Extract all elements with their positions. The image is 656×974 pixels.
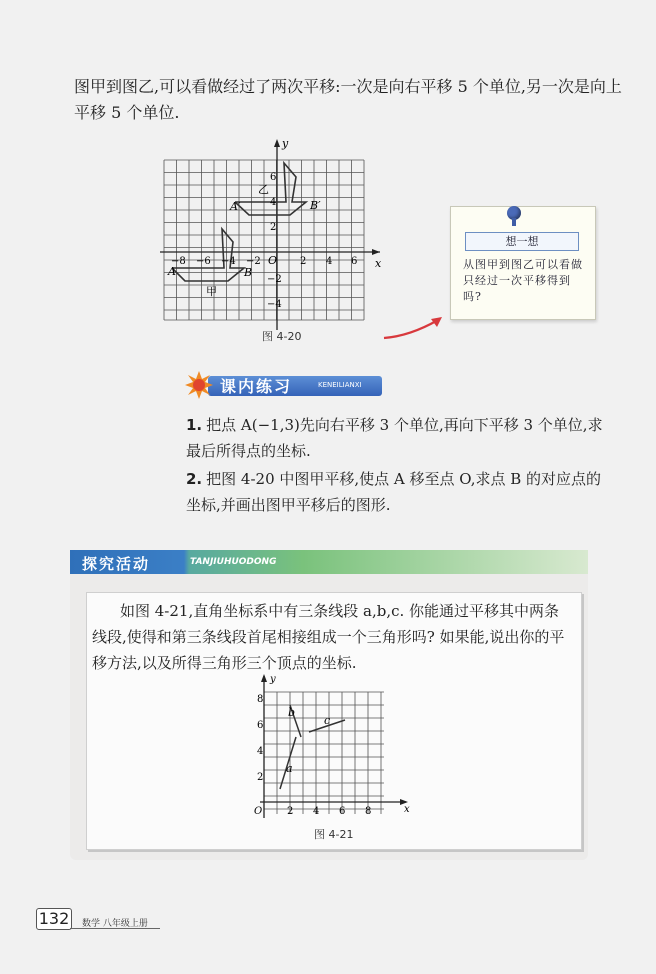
sun-icon xyxy=(184,370,214,400)
explore-subtitle: TANJIUHUODONG xyxy=(190,557,277,567)
x-tick: 2 xyxy=(300,256,307,267)
pin-stem xyxy=(512,218,516,226)
figure-4-21-caption: 图 4-21 xyxy=(314,828,354,841)
figure-4-20 xyxy=(160,135,390,335)
intro-paragraph: 图甲到图乙,可以看做经过了两次平移:一次是向右平移 5 个单位,另一次是向上平移 5 个单位. xyxy=(74,77,622,122)
origin-label: O xyxy=(268,254,278,267)
y-tick: 6 xyxy=(257,720,264,731)
exercise-text: 把图 4-20 中图甲平移,使点 A 移至点 O,求点 B 的对应点的坐标,并画出图甲平移后的图形. xyxy=(186,470,602,514)
think-note xyxy=(450,206,596,320)
y-axis-label: y xyxy=(270,674,276,685)
footer-book-title: 数学 八年级上册 xyxy=(82,919,148,929)
exercise-number: 2. xyxy=(186,470,203,488)
figure-4-20-caption: 图 4-20 xyxy=(262,330,302,343)
exercise-text: 把点 A(−1,3)先向右平移 3 个单位,再向下平移 3 个单位,求最后所得点的坐标. xyxy=(186,416,603,460)
explore-title: 探究活动 xyxy=(82,555,151,573)
point-b-label: B xyxy=(244,266,253,279)
segment-c-label: c xyxy=(324,714,331,727)
lesson-title: 课内练习 xyxy=(220,377,293,396)
x-tick: 4 xyxy=(326,256,333,267)
figure-4-21 xyxy=(244,672,414,822)
point-a-prime-label: A′ xyxy=(230,200,241,213)
arrow-icon xyxy=(380,310,450,344)
y-tick: 8 xyxy=(257,694,264,705)
x-tick: −6 xyxy=(196,256,211,267)
shape-jia-label: 甲 xyxy=(206,285,217,298)
x-tick: 8 xyxy=(365,806,372,817)
shape-yi-label: 乙 xyxy=(258,183,269,196)
exercise-number: 1. xyxy=(186,416,203,434)
x-tick: −2 xyxy=(246,256,261,267)
y-tick: 6 xyxy=(270,172,277,183)
explore-text: 如图 4-21,直角坐标系中有三条线段 a,b,c. 你能通过平移其中两条线段,使得和第三条线段首尾相接组成一个三角形吗? 如果能,说出你的平移方法,以及所得三角形三个顶点的坐标. xyxy=(92,602,565,672)
y-tick: 4 xyxy=(270,197,277,208)
segment-a-label: a xyxy=(286,762,293,775)
x-axis-label: x xyxy=(404,804,410,815)
origin-label: O xyxy=(254,806,263,817)
x-tick: 4 xyxy=(313,806,320,817)
x-tick: 6 xyxy=(339,806,346,817)
exercise-item xyxy=(186,412,616,464)
think-title: 想一想 xyxy=(465,232,579,251)
think-body: 从图甲到图乙可以看做只经过一次平移得到吗? xyxy=(463,258,583,303)
lesson-banner xyxy=(184,370,382,400)
x-axis-label: x xyxy=(375,257,382,270)
point-a-label: A xyxy=(168,265,176,278)
lesson-subtitle: KENEILIANXI xyxy=(318,381,362,389)
y-tick: 4 xyxy=(257,746,264,757)
y-tick: −4 xyxy=(267,299,282,310)
shape-jia xyxy=(172,229,244,281)
page-number: 132 xyxy=(36,908,72,930)
y-tick: −2 xyxy=(267,274,282,285)
x-tick: −8 xyxy=(171,256,186,267)
segment-b-label: b xyxy=(288,706,296,719)
y-tick: 2 xyxy=(257,772,264,783)
point-b-prime-label: B′ xyxy=(310,199,321,212)
x-tick: 2 xyxy=(287,806,294,817)
y-axis-label: y xyxy=(282,137,289,150)
y-tick: 2 xyxy=(270,222,277,233)
x-tick: 6 xyxy=(351,256,358,267)
exercise-item xyxy=(186,466,616,518)
x-tick: −4 xyxy=(221,256,236,267)
